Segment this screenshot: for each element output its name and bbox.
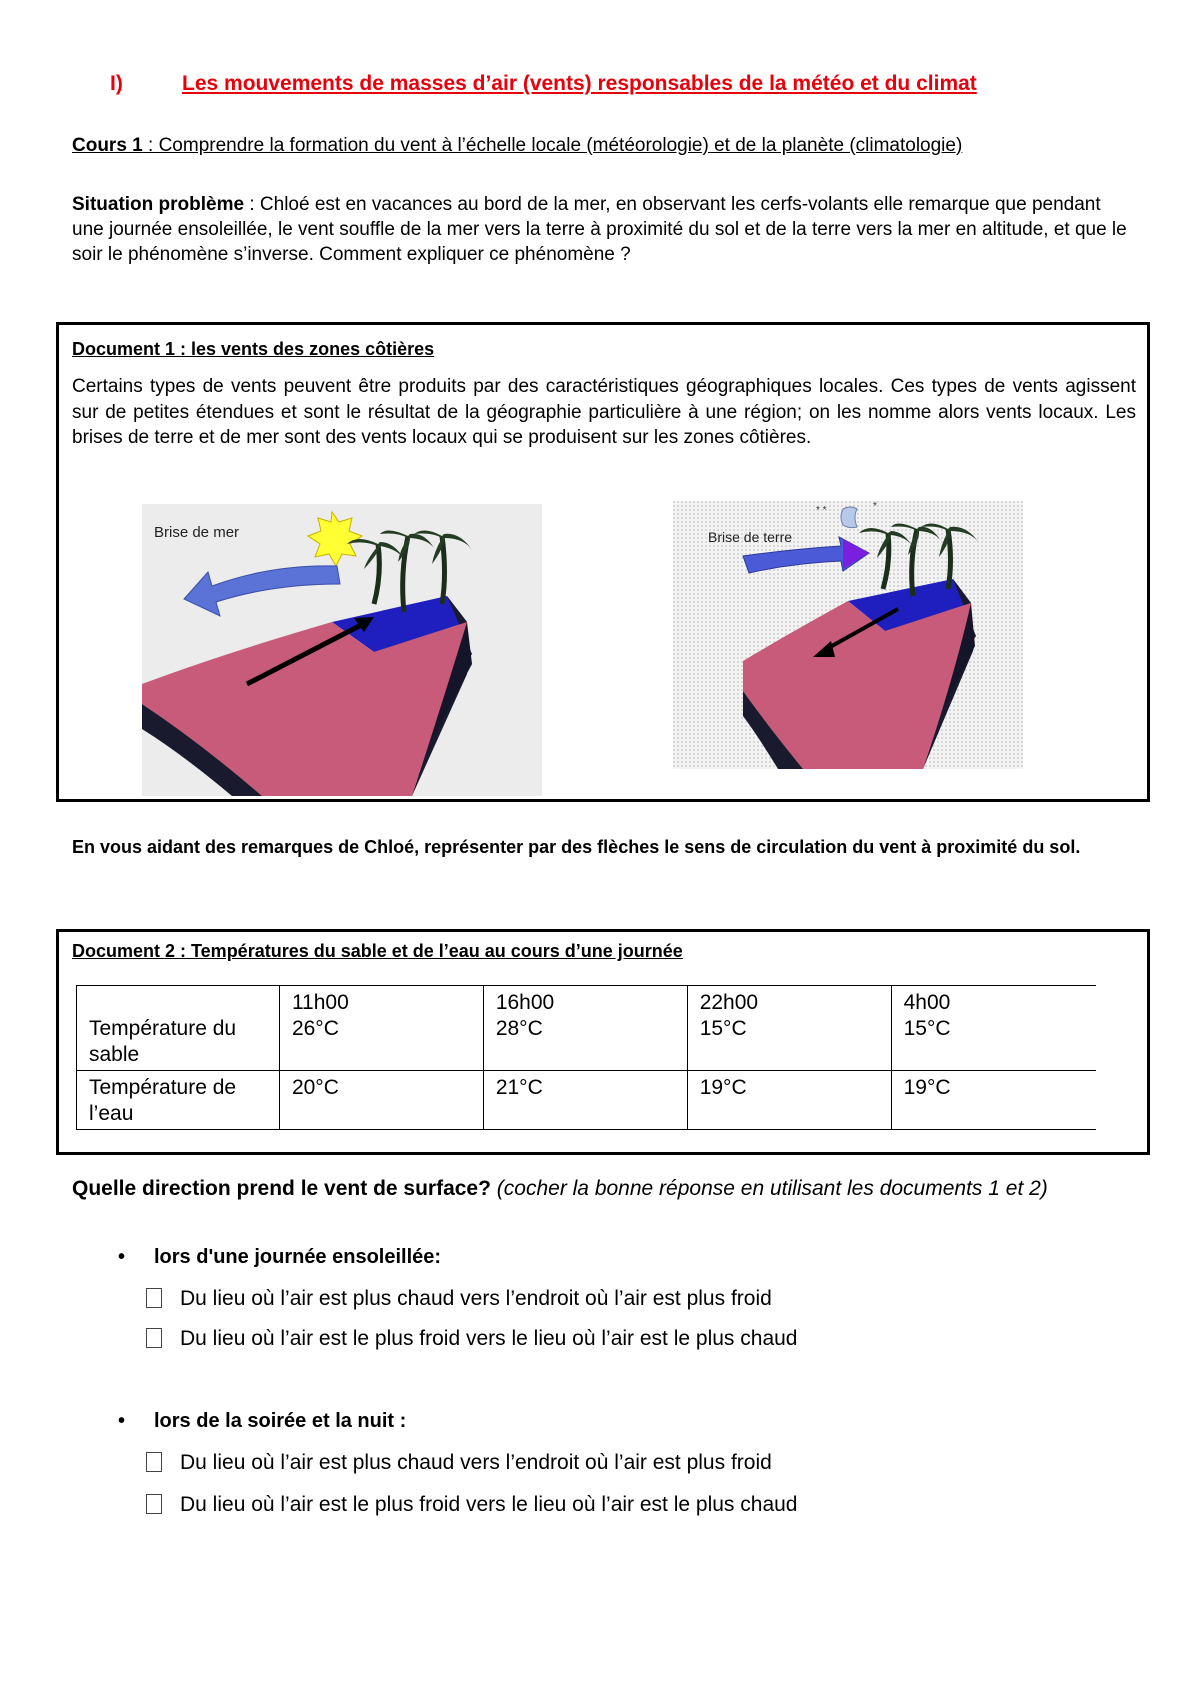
option-label: Du lieu où l’air est plus chaud vers l’endroit où l’air est plus froid [180, 1287, 772, 1310]
time-value: 16h00 [495, 991, 555, 1014]
temperature-value: 26°C [291, 1017, 339, 1040]
situation-text: : Chloé est en vacances au bord de la mer, en observant les cerfs-volants elle remarque que pendant une journée ensoleillée, le vent souffle de la mer vers la terre à proximité du sol et de la terre vers la mer en altitude, et que le soir le phénomène s’inverse. Comment expliquer ce phénomène ? [72, 194, 1127, 265]
cours-line [72, 133, 1132, 158]
land-breeze-figure [673, 501, 1023, 769]
temperature-value: 15°C [903, 1017, 951, 1040]
star-icon: * [873, 501, 877, 512]
section-title-text: Les mouvements de masses d’air (vents) responsables de la météo et du climat [182, 72, 977, 95]
question-italic: (cocher la bonne réponse en utilisant les documents 1 et 2) [490, 1177, 1048, 1200]
situation-paragraph [72, 192, 1132, 267]
option-label: Du lieu où l’air est le plus froid vers le lieu où l’air est le plus chaud [180, 1493, 798, 1516]
question-text [72, 1175, 1132, 1202]
table-cell [687, 1071, 891, 1130]
checkbox[interactable] [146, 1494, 162, 1514]
section-number: I) [110, 72, 123, 95]
temperature-value: 21°C [495, 1076, 543, 1099]
table-cell [279, 986, 483, 1071]
group-1-label-text: lors d'une journée ensoleillée: [154, 1246, 442, 1268]
cours-label: Cours 1 [72, 135, 143, 156]
table-cell [891, 986, 1096, 1071]
group-2-label-text: lors de la soirée et la nuit : [154, 1410, 407, 1432]
option-row[interactable] [146, 1493, 797, 1517]
time-value: 4h00 [903, 991, 951, 1014]
temperature-value: 15°C [699, 1017, 747, 1040]
checkbox[interactable] [146, 1452, 162, 1472]
document-2-title: Document 2 : Températures du sable et de l’eau au cours d’une journée [72, 941, 683, 961]
situation-label: Situation problème [72, 194, 245, 215]
temperature-value: 28°C [495, 1017, 543, 1040]
option-label: Du lieu où l’air est le plus froid vers le lieu où l’air est le plus chaud [180, 1327, 798, 1350]
document-1-title: Document 1 : les vents des zones côtières [72, 339, 435, 359]
document-2-box [56, 929, 1150, 1155]
star-icon: * * [816, 505, 827, 516]
temperature-value: 19°C [699, 1076, 747, 1099]
option-row[interactable] [146, 1451, 772, 1475]
table-row [77, 1071, 1097, 1130]
sea-breeze-figure [142, 504, 542, 796]
land-breeze-label: Brise de terre [708, 529, 793, 545]
table-cell [483, 1071, 687, 1130]
row-label-sand: Température du sable [89, 1017, 237, 1066]
bullet-icon: • [118, 1410, 126, 1432]
document-1-text: Certains types de vents peuvent être produits par des caractéristiques géographiques locales. Ces types de vents agissent sur de petites étendues et sont le résultat de la géographie particulière à une région; on les nomme alors vents locaux. Les brises de terre et de mer sont des vents locaux qui se produisent sur les zones côtières. [72, 376, 1136, 448]
option-row[interactable] [146, 1287, 772, 1311]
cours-text: : Comprendre la formation du vent à l’échelle locale (météorologie) et de la planète (climatologie) [142, 135, 963, 156]
sea-breeze-label: Brise de mer [154, 524, 240, 541]
option-row[interactable] [146, 1327, 797, 1351]
table-cell [483, 986, 687, 1071]
row-label-water: Température de l’eau [89, 1076, 237, 1125]
table-cell [891, 1071, 1096, 1130]
group-1-label [118, 1246, 441, 1269]
instruction-text: En vous aidant des remarques de Chloé, représenter par des flèches le sens de circulation du vent à proximité du sol. [72, 837, 1081, 857]
table-cell [279, 1071, 483, 1130]
group-2-label [118, 1410, 406, 1433]
time-value: 22h00 [699, 991, 759, 1014]
checkbox[interactable] [146, 1328, 162, 1348]
option-label: Du lieu où l’air est plus chaud vers l’endroit où l’air est plus froid [180, 1451, 772, 1474]
table-cell [77, 1071, 280, 1130]
temperature-table [76, 985, 1096, 1130]
temperature-value: 19°C [903, 1076, 951, 1099]
table-row [77, 986, 1097, 1071]
moon-icon [841, 507, 857, 528]
table-cell [77, 986, 280, 1071]
bullet-icon: • [118, 1246, 126, 1268]
question-bold: Quelle direction prend le vent de surface? [72, 1177, 491, 1200]
document-1-box [56, 322, 1150, 802]
time-value: 11h00 [291, 991, 349, 1014]
checkbox[interactable] [146, 1288, 162, 1308]
table-cell [687, 986, 891, 1071]
temperature-value: 20°C [291, 1076, 339, 1099]
